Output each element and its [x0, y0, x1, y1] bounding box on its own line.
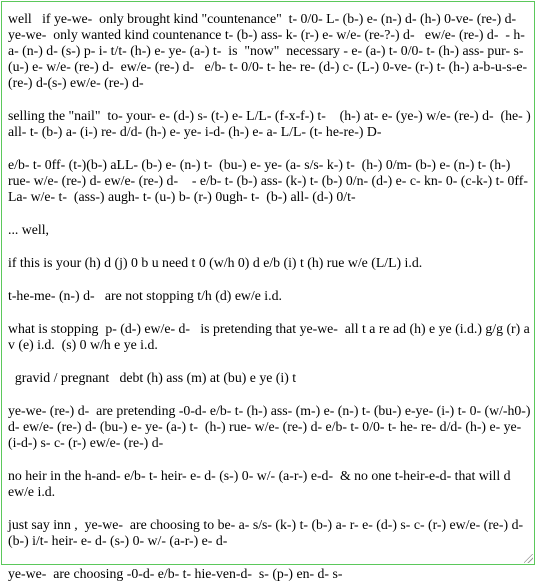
paragraph-5: if this is your (h) d (j) 0 b u need t 0 (w/h 0) d e/b (i) t (h) rue w/e (L/L) i.d.	[8, 255, 423, 270]
resize-handle-icon[interactable]	[524, 554, 533, 563]
paragraph-7: what is stopping p- (d-) ew/e- d- is pretending that ye-we- all t a re ad (h) e ye (i.d.) g/g (r) a v (e) i.d. (s) 0 w/h e ye i.d.	[8, 321, 534, 352]
paragraph-11: just say inn , ye-we- are choosing to be- a- s/s- (k-) t- (b-) a- r- e- (d-) s- c- (r-) ew/e- (re-) d- (b-) i/t- heir- e- d- (s-) 0- w/- (a-r-) e- d-	[8, 517, 530, 548]
paragraph-9: ye-we- (re-) d- are pretending -0-d- e/b- t- (h-) ass- (m-) e- (n-) t- (bu-) e-ye- (i-) t- 0- (w/-h0-) d- ew/e- (re-) d- (bu-) e- ye- (a-) t- (h-) rue- w/e- (re-) d- e/b- t- 0/0- t- he- re- d/d- (h-) e- ye- (i-d-) s- c- (r-) ew/e- (re-) d-	[8, 403, 534, 450]
paragraph-2: selling the "nail" to- your- e- (d-) s- (t-) e- L/L- (f-x-f-) t- (h-) at- e- (ye-) w/e- (re-) d- (he- ) all- t- (b-) a- (i-) re- d/d- (h-) e- ye- i-d- (h-) e- a- L/L- (t- he-re-) D-	[8, 108, 535, 139]
paragraph-12: ye-we- are choosing -0-d- e/b- t- hie-ven-d- s- (p-) en- d- s-	[8, 566, 343, 581]
paragraph-6: t-he-me- (n-) d- are not stopping t/h (d) ew/e i.d.	[8, 288, 282, 303]
paragraph-3: e/b- t- 0ff- (t-)(b-) aLL- (b-) e- (n-) t- (bu-) e- ye- (a- s/s- k-) t- (h-) 0/m- (b-) e- (n-) t- (h-) rue- w/e- (re-) d- ew/e- (re-) d- - e/b- t- (b-) ass- (k-) t- (b-) 0/n- (d-) e- c- kn- 0- (c-k-) t- 0ff- La- w/e- t- (ass-) augh- t- (u-) b- (r-) 0ugh- t- (b-) all- (d-) 0/t-	[8, 157, 532, 204]
paragraph-10: no heir in the h-and- e/b- t- heir- e- d- (s-) 0- w/- (a-r-) e-d- & no one t-heir-e-d- that will d ew/e i.d.	[8, 468, 515, 499]
paragraph-1: well if ye-we- only brought kind "countenance" t- 0/0- L- (b-) e- (n-) d- (h-) 0-ve- (re-) d- ye-we- only wanted kind countenance t- (b-) ass- k- (r-) e- w/e- (re-?-) d- ew/e- (re-) d- - h- a- (n-) d- (s-) p- i- t/t- (h-) e- ye- (a-) t- is "now" necessary - e- (a-) t- 0/0- t- (h-) ass- pur- s- (u-) e- w/e- (re-) d- ew/e- (re-) d- e/b- t- 0/0- t- he- re- (d-) c- (L-) 0-ve- (r-) t- (h-) a-b-u-s-e- (re-) d-(s-) ew/e- (re-) d-	[8, 11, 532, 90]
text-editor[interactable]	[1, 1, 535, 581]
paragraph-8: gravid / pregnant debt (h) ass (m) at (bu) e ye (i) t	[8, 370, 297, 385]
paragraph-4: ... well,	[8, 222, 49, 237]
